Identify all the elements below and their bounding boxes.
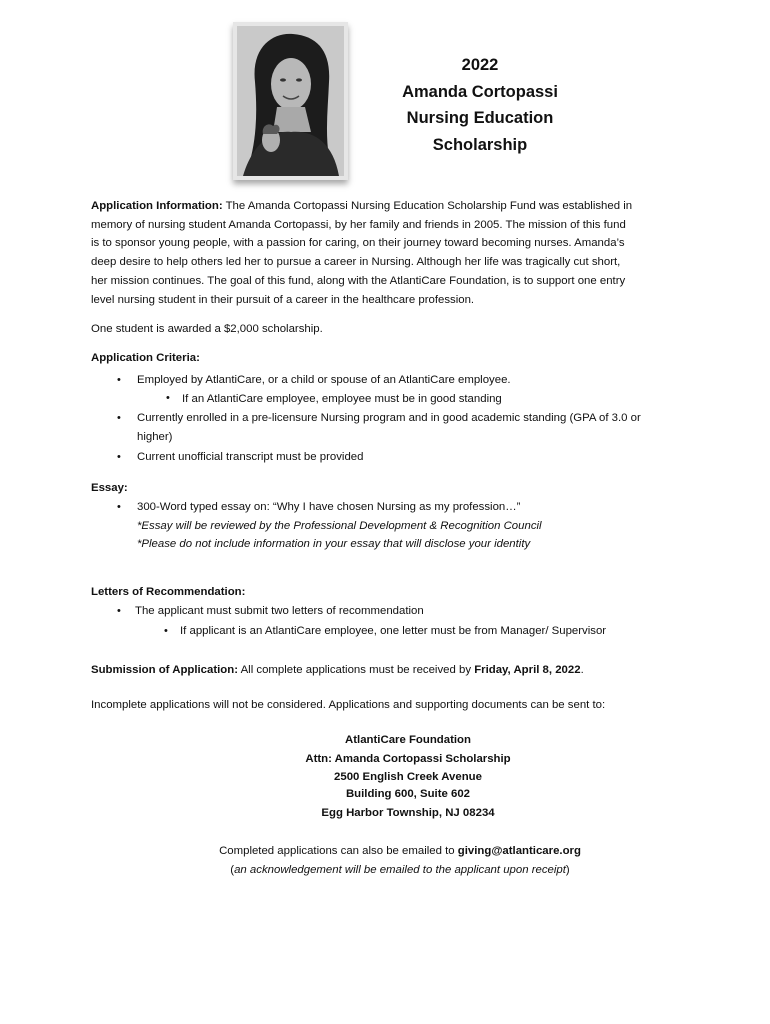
application-info-line bbox=[91, 197, 701, 216]
document-title bbox=[360, 52, 600, 158]
criteria-item-1: Employed by AtlantiCare, or a child or spouse of an AtlantiCare employee. bbox=[137, 374, 511, 386]
essay-note-1: *Essay will be reviewed by the Professional Development & Recognition Council bbox=[137, 519, 542, 532]
bullet-icon: • bbox=[117, 501, 121, 513]
essay-heading: Essay: bbox=[91, 482, 128, 494]
address-line-1: AtlantiCare Foundation bbox=[345, 734, 471, 746]
address-line-2: Attn: Amanda Cortopassi Scholarship bbox=[305, 752, 511, 765]
bullet-icon: • bbox=[117, 374, 121, 386]
title-line-2: Nursing Education bbox=[406, 109, 554, 127]
address-line-3: 2500 English Creek Avenue bbox=[334, 771, 482, 784]
title-line-1: Amanda Cortopassi bbox=[402, 82, 558, 101]
application-info-label: Application Information: bbox=[91, 200, 223, 212]
title-line-3: Scholarship bbox=[432, 135, 528, 154]
incomplete-notice: Incomplete applications will not be considered. Applications and supporting documents can be sent to: bbox=[91, 699, 606, 711]
letters-item-1-sub: If applicant is an AtlantiCare employee, one letter must be from Manager/ Supervisor bbox=[180, 625, 607, 637]
email-text: Completed applications can also be emailed to bbox=[219, 845, 458, 857]
email-line bbox=[100, 842, 700, 861]
address-line-4: Building 600, Suite 602 bbox=[345, 788, 471, 801]
criteria-item-2-line-2: higher) bbox=[137, 430, 173, 443]
application-info-text: The Amanda Cortopassi Nursing Education Scholarship Fund was established in bbox=[222, 200, 633, 212]
essay-note-2: *Please do not include information in your essay that will disclose your identity bbox=[137, 538, 531, 551]
paren-close: ) bbox=[565, 863, 570, 876]
email-address-link[interactable]: giving@atlanticare.org bbox=[457, 845, 581, 857]
application-info-line: deep desire to help others led her to pursue a career in Nursing. Although her life was tragically cut short, bbox=[91, 256, 621, 269]
address-line-5: Egg Harbor Township, NJ 08234 bbox=[321, 806, 495, 819]
application-info-line: her mission continues. The goal of this fund, along with the AtlantiCare Foundation, is to support one entry bbox=[91, 274, 626, 287]
portrait-icon bbox=[233, 22, 348, 180]
award-text: One student is awarded a $2,000 scholarship. bbox=[91, 323, 323, 335]
essay-prompt: 300-Word typed essay on: “Why I have chosen Nursing as my profession…” bbox=[137, 501, 521, 513]
submission-deadline: Friday, April 8, 2022 bbox=[474, 664, 581, 676]
submission-label: Submission of Application: bbox=[91, 664, 239, 676]
submission-end: . bbox=[580, 664, 584, 676]
criteria-item-3: Current unofficial transcript must be provided bbox=[137, 451, 364, 463]
email-note-line bbox=[100, 861, 700, 880]
criteria-heading: Application Criteria: bbox=[91, 352, 200, 364]
bullet-icon: • bbox=[164, 625, 168, 637]
mailing-address bbox=[108, 731, 708, 823]
title-year: 2022 bbox=[461, 56, 499, 74]
application-info-line: memory of nursing student Amanda Cortopassi, by her family and friends in 2005. The mission of this fund bbox=[91, 218, 626, 231]
application-info-paragraph bbox=[91, 197, 701, 309]
bullet-icon: • bbox=[117, 451, 121, 463]
letters-item-1: The applicant must submit two letters of recommendation bbox=[135, 605, 424, 617]
paren-open: ( bbox=[230, 863, 235, 876]
criteria-item-1-sub: If an AtlantiCare employee, employee must be in good standing bbox=[182, 393, 502, 405]
submission-line bbox=[91, 661, 701, 680]
criteria-item-2-line-1: Currently enrolled in a pre-licensure Nursing program and in good academic standing (GPA of 3.0 or bbox=[137, 412, 641, 424]
application-info-line: level nursing student in their pursuit of a career in the healthcare profession. bbox=[91, 293, 475, 306]
essay-item-1 bbox=[137, 498, 717, 554]
criteria-item-2 bbox=[137, 409, 717, 446]
application-info-line: is to sponsor young people, with a passion for caring, on their journey toward becoming nurses. Amanda’s bbox=[91, 237, 625, 250]
email-note: an acknowledgement will be emailed to the applicant upon receipt bbox=[234, 863, 566, 876]
letters-heading: Letters of Recommendation: bbox=[91, 586, 246, 598]
bullet-icon: • bbox=[166, 392, 170, 404]
portrait-photo bbox=[233, 22, 348, 180]
bullet-icon: • bbox=[117, 605, 121, 617]
bullet-icon: • bbox=[117, 412, 121, 424]
submission-text: All complete applications must be received by bbox=[238, 664, 475, 676]
email-section bbox=[100, 842, 700, 879]
